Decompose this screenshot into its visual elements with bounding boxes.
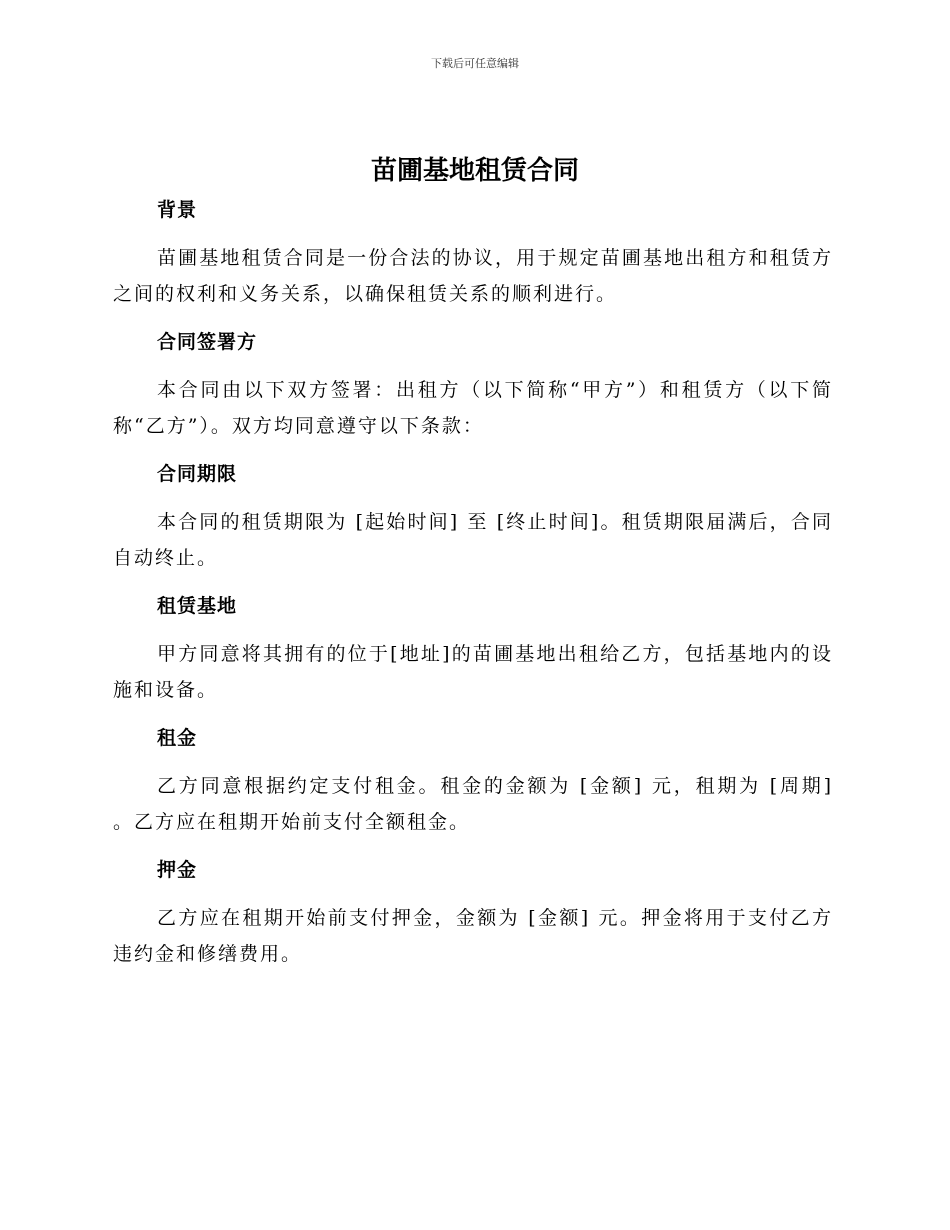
section-heading: 租金 [157,727,198,749]
section-background [113,196,833,312]
section-heading: 合同期限 [157,463,238,485]
section-heading: 押金 [157,859,198,881]
document-body [113,196,833,988]
header-note: 下载后可任意编辑 [431,57,519,70]
section-heading: 租赁基地 [157,595,238,617]
section-rent [113,724,833,840]
section-heading: 合同签署方 [157,331,258,353]
section-paragraph: 乙方同意根据约定支付租金。租金的金额为 [金额] 元，租期为 [周期] 。乙方应在租期开始前支付全额租金。 [113,775,833,833]
section-term [113,460,833,576]
section-paragraph: 乙方应在租期开始前支付押金，金额为 [金额] 元。押金将用于支付乙方违约金和修缮费用。 [113,907,833,965]
section-deposit [113,856,833,972]
section-paragraph: 甲方同意将其拥有的位于[地址]的苗圃基地出租给乙方，包括基地内的设施和设备。 [113,643,833,701]
section-leased-base [113,592,833,708]
section-paragraph: 本合同的租赁期限为 [起始时间] 至 [终止时间]。租赁期限届满后，合同自动终止。 [113,511,833,569]
section-paragraph: 苗圃基地租赁合同是一份合法的协议，用于规定苗圃基地出租方和租赁方之间的权利和义务关系，以确保租赁关系的顺利进行。 [113,247,833,305]
page-title: 苗圃基地租赁合同 [370,156,579,186]
section-parties [113,328,833,444]
section-paragraph: 本合同由以下双方签署：出租方（以下简称“甲方”）和租赁方（以下简称“乙方”）。双方均同意遵守以下条款： [113,379,833,437]
section-heading: 背景 [157,199,198,221]
